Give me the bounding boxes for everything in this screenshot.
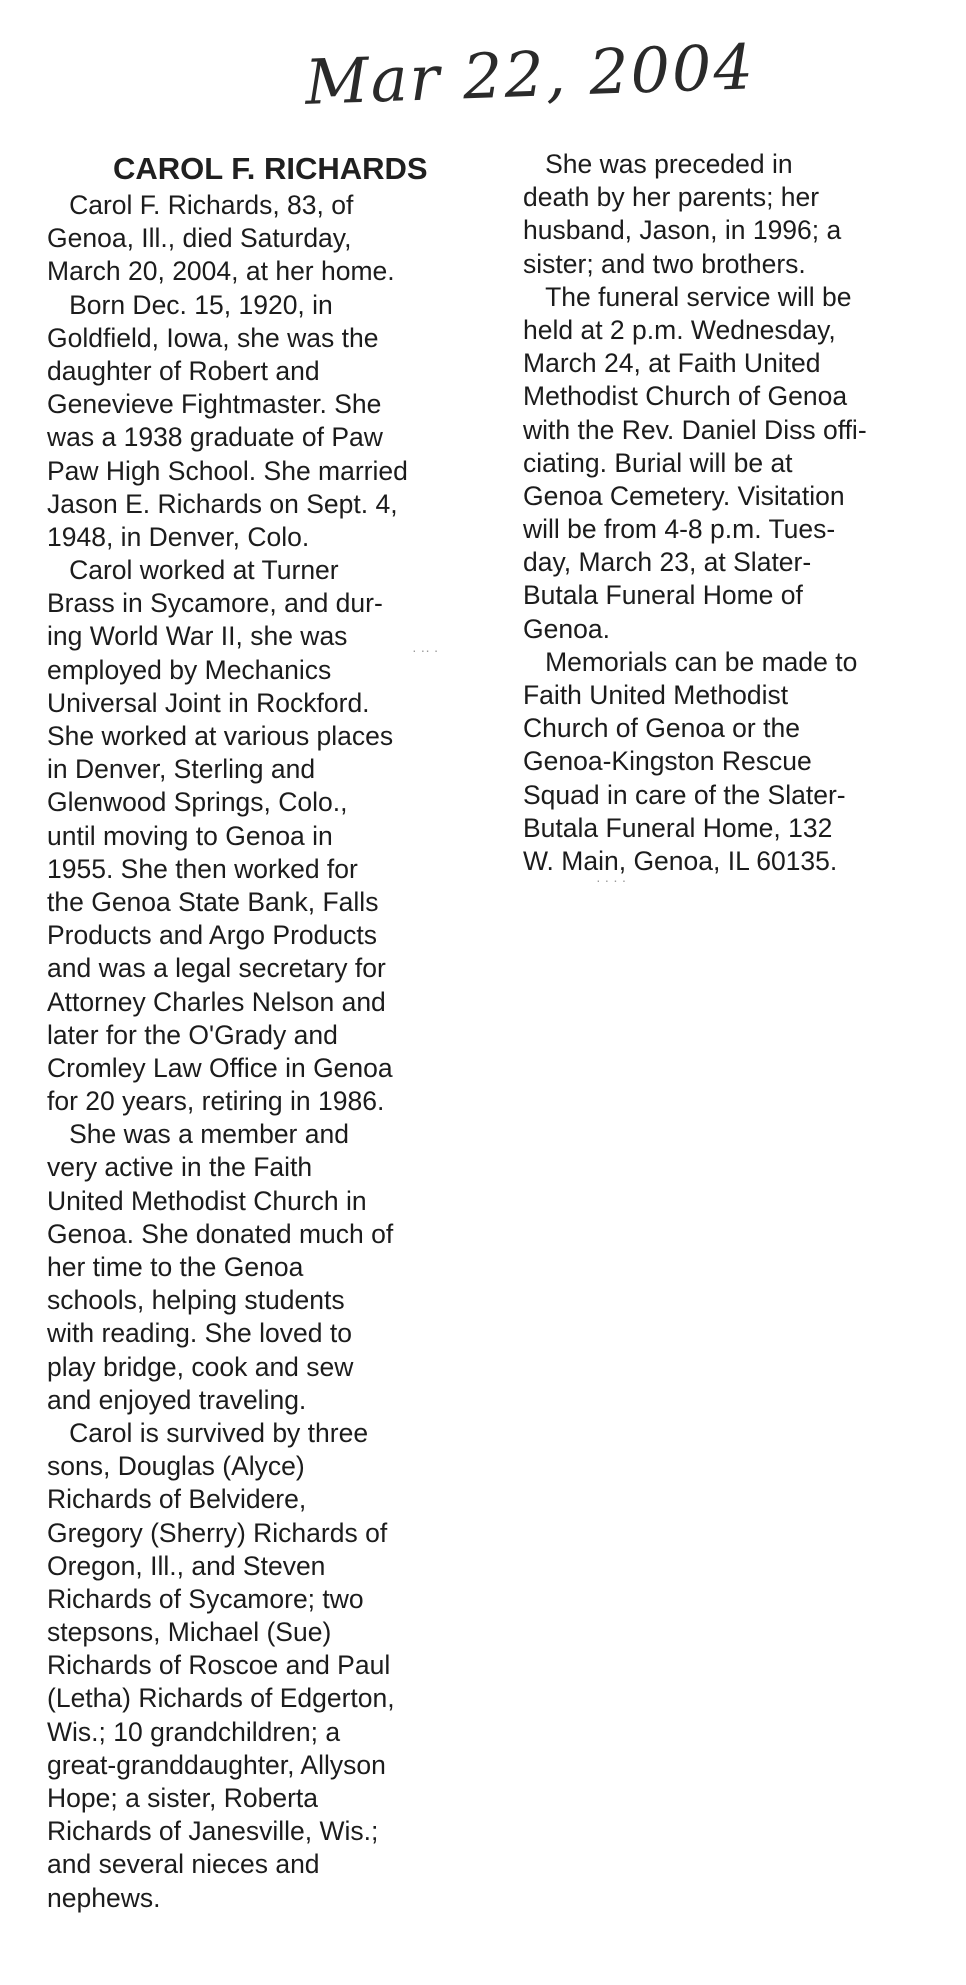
- obituary-line: sister; and two brothers.: [523, 248, 806, 279]
- obituary-line: with the Rev. Daniel Diss offi-: [523, 414, 867, 445]
- obituary-line: sons, Douglas (Alyce): [47, 1451, 305, 1482]
- obituary-line: Church of Genoa or the: [523, 713, 800, 744]
- obituary-line: will be from 4-8 p.m. Tues-: [523, 514, 836, 545]
- obituary-line: Richards of Janesville, Wis.;: [47, 1816, 379, 1847]
- obituary-line: Carol F. Richards, 83, of: [47, 190, 354, 220]
- obituary-line: daughter of Robert and: [47, 355, 320, 386]
- obituary-line: She was preceded in: [523, 149, 793, 179]
- obituary-line: the Genoa State Bank, Falls: [47, 886, 379, 917]
- obituary-line: March 20, 2004, at her home.: [47, 256, 395, 287]
- obituary-right-column: [523, 148, 943, 878]
- obituary-line: Cromley Law Office in Genoa: [47, 1052, 393, 1083]
- obituary-line: nephews.: [47, 1882, 161, 1913]
- obituary-line: Butala Funeral Home, 132: [523, 812, 833, 843]
- obituary-line: Gregory (Sherry) Richards of: [47, 1517, 388, 1548]
- obituary-line: husband, Jason, in 1996; a: [523, 215, 842, 246]
- obituary-line: great-granddaughter, Allyson: [47, 1749, 386, 1780]
- obituary-line: held at 2 p.m. Wednesday,: [523, 314, 836, 345]
- obituary-line: March 24, at Faith United: [523, 348, 821, 379]
- obituary-line: ing World War II, she was: [47, 621, 348, 652]
- obituary-left-column: [47, 151, 467, 1915]
- obituary-line: Jason E. Richards on Sept. 4,: [47, 488, 398, 519]
- obituary-line: Carol worked at Turner: [47, 555, 339, 586]
- obituary-line: very active in the Faith: [47, 1152, 313, 1183]
- obituary-line: later for the O'Grady and: [47, 1019, 338, 1050]
- obituary-line: and was a legal secretary for: [47, 953, 386, 984]
- obituary-line: Hope; a sister, Roberta: [47, 1783, 319, 1813]
- scan-speck: · ·· ·: [412, 642, 439, 658]
- left-column-text: [47, 189, 467, 1915]
- obituary-line: Genoa. She donated much of: [47, 1218, 394, 1249]
- obituary-line: Oregon, Ill., and Steven: [47, 1550, 326, 1581]
- obituary-line: Richards of Belvidere,: [47, 1484, 307, 1515]
- obituary-line: Genoa-Kingston Rescue: [523, 746, 812, 777]
- handwritten-date: Mar 22, 2004: [303, 30, 757, 119]
- obituary-line: Products and Argo Products: [47, 920, 377, 951]
- obituary-line: her time to the Genoa: [47, 1252, 304, 1282]
- obituary-line: and several nieces and: [47, 1849, 320, 1880]
- obituary-line: Universal Joint in Rockford.: [47, 687, 370, 718]
- obituary-line: Paw High School. She married: [47, 455, 408, 486]
- obituary-line: in Denver, Sterling and: [47, 754, 316, 785]
- obituary-line: for 20 years, retiring in 1986.: [47, 1086, 385, 1117]
- obituary-line: 1948, in Denver, Colo.: [47, 521, 310, 552]
- obituary-line: employed by Mechanics: [47, 654, 332, 685]
- obituary-line: Richards of Sycamore; two: [47, 1583, 364, 1614]
- obituary-headline: CAROL F. RICHARDS: [113, 151, 428, 186]
- obituary-line: Goldfield, Iowa, she was the: [47, 322, 379, 353]
- obituary-line: W. Main, Genoa, IL 60135.: [523, 845, 838, 876]
- obituary-line: Attorney Charles Nelson and: [47, 986, 386, 1017]
- obituary-line: stepsons, Michael (Sue): [47, 1617, 332, 1648]
- obituary-line: play bridge, cook and sew: [47, 1351, 354, 1382]
- obituary-line: Faith United Methodist: [523, 680, 789, 710]
- obituary-line: Born Dec. 15, 1920, in: [47, 289, 333, 320]
- obituary-line: death by her parents; her: [523, 182, 820, 213]
- obituary-line: Memorials can be made to: [523, 646, 858, 677]
- obituary-line: day, March 23, at Slater-: [523, 547, 812, 578]
- obituary-line: Wis.; 10 grandchildren; a: [47, 1716, 341, 1747]
- obituary-line: with reading. She loved to: [47, 1318, 352, 1349]
- obituary-line: Richards of Roscoe and Paul: [47, 1650, 391, 1681]
- obituary-line: (Letha) Richards of Edgerton,: [47, 1683, 395, 1714]
- obituary-line: She was a member and: [47, 1119, 349, 1150]
- obituary-line: Carol is survived by three: [47, 1417, 369, 1448]
- obituary-line: The funeral service will be: [523, 281, 852, 312]
- obituary-line: Genoa Cemetery. Visitation: [523, 480, 845, 511]
- obituary-line: Genevieve Fightmaster. She: [47, 389, 382, 420]
- obituary-line: She worked at various places: [47, 721, 394, 751]
- obituary-line: Butala Funeral Home of: [523, 580, 803, 611]
- obituary-line: schools, helping students: [47, 1285, 345, 1316]
- obituary-line: was a 1938 graduate of Paw: [47, 422, 383, 453]
- obituary-line: Genoa.: [523, 613, 610, 644]
- obituary-line: Squad in care of the Slater-: [523, 779, 846, 810]
- obituary-line: Glenwood Springs, Colo.,: [47, 787, 348, 818]
- obituary-line: ciating. Burial will be at: [523, 447, 793, 478]
- scan-speck: · · · ·: [596, 872, 627, 888]
- obituary-line: until moving to Genoa in: [47, 820, 333, 851]
- obituary-line: Methodist Church of Genoa: [523, 381, 848, 412]
- obituary-line: and enjoyed traveling.: [47, 1384, 307, 1415]
- obituary-line: United Methodist Church in: [47, 1185, 367, 1216]
- obituary-line: Brass in Sycamore, and dur-: [47, 588, 383, 619]
- obituary-line: Genoa, Ill., died Saturday,: [47, 223, 352, 254]
- right-column-text: [523, 148, 943, 878]
- obituary-line: 1955. She then worked for: [47, 853, 358, 884]
